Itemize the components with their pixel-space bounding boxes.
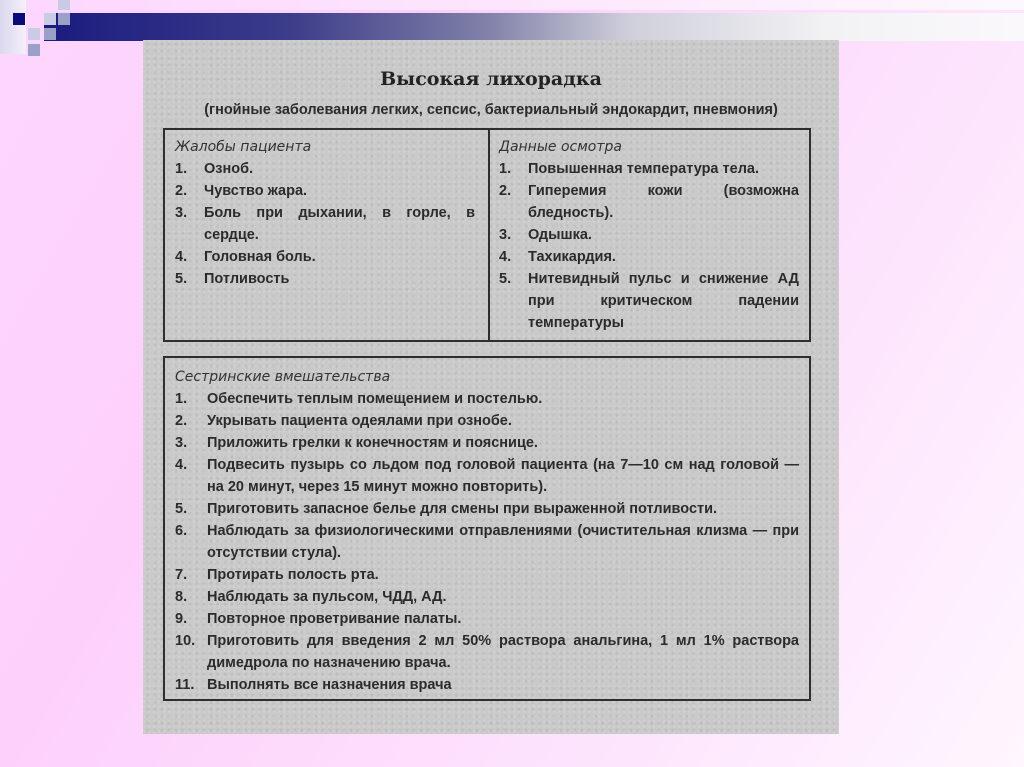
item-number: 7.: [175, 567, 188, 583]
item-number: 4.: [175, 249, 188, 265]
list-item: [175, 246, 475, 268]
column-divider: [488, 130, 490, 340]
item-number: 6.: [175, 523, 188, 539]
item-number: 5.: [499, 271, 512, 287]
decor-square: [28, 28, 40, 40]
list-item: [175, 586, 799, 608]
list-item: [175, 432, 799, 454]
item-number: 9.: [175, 611, 188, 627]
item-text: Приложить грелки к конечностям и пояснице.: [207, 435, 538, 451]
list-item: [175, 410, 799, 432]
interventions-list: [175, 388, 799, 696]
list-item: [499, 158, 799, 180]
item-number: 1.: [499, 161, 512, 177]
list-item: [175, 158, 475, 180]
item-text: Чувство жара.: [204, 183, 308, 199]
document-title: Высокая лихорадка: [380, 68, 602, 90]
item-text: Выполнять все назначения врача: [207, 677, 452, 693]
list-item: [175, 388, 799, 410]
item-text: Одышка.: [528, 227, 592, 243]
item-text: Повышенная температура тела.: [528, 161, 759, 177]
complaints-list: [175, 158, 475, 290]
decor-square: [44, 28, 56, 40]
item-text: Гиперемия кожи (возможна бледность).: [528, 183, 799, 221]
item-number: 10.: [175, 633, 196, 649]
item-text: Повторное проветривание палаты.: [207, 611, 462, 627]
item-number: 3.: [175, 435, 188, 451]
item-text: Протирать полость рта.: [207, 567, 379, 583]
examination-heading: Данные осмотра: [499, 139, 622, 155]
decor-square: [28, 44, 40, 56]
slide-title-bar: [44, 13, 1024, 41]
top-table: [163, 128, 811, 342]
decor-square: [0, 0, 26, 54]
item-number: 8.: [175, 589, 188, 605]
item-number: 2.: [175, 413, 188, 429]
item-number: 5.: [175, 271, 188, 287]
item-text: Приготовить запасное белье для смены при выраженной потливости.: [207, 501, 718, 517]
list-item: [175, 180, 475, 202]
complaints-column: [175, 136, 475, 290]
item-text: Нитевидный пульс и снижение АД при критическом падении температуры: [528, 271, 799, 331]
slide-top-band: [0, 0, 1024, 10]
item-text: Подвесить пузырь со льдом под головой пациента (на 7—10 см над головой — на 20 минут, через 15 минут можно повторить).: [207, 457, 799, 495]
interventions-column: [175, 366, 799, 696]
item-text: Приготовить для введения 2 мл 50% раствора анальгина, 1 мл 1% раствора димедрола по назначению врача.: [207, 633, 799, 671]
list-item: [499, 246, 799, 268]
list-item: [499, 180, 799, 224]
item-number: 1.: [175, 391, 188, 407]
item-number: 2.: [175, 183, 188, 199]
list-item: [499, 268, 799, 334]
list-item: [499, 224, 799, 246]
list-item: [175, 454, 799, 498]
interventions-table: [163, 356, 811, 701]
list-item: [175, 202, 475, 246]
item-text: Головная боль.: [204, 249, 316, 265]
item-number: 5.: [175, 501, 188, 517]
document-subtitle: (гнойные заболевания легких, сепсис, бактериальный эндокардит, пневмония): [204, 102, 778, 118]
item-number: 3.: [175, 205, 188, 221]
list-item: [175, 608, 799, 630]
interventions-heading: Сестринские вмешательства: [175, 369, 391, 385]
complaints-heading: Жалобы пациента: [175, 139, 312, 155]
decor-square: [58, 0, 70, 10]
item-text: Укрывать пациента одеялами при ознобе.: [207, 413, 512, 429]
list-item: [175, 498, 799, 520]
item-number: 2.: [499, 183, 512, 199]
list-item: [175, 520, 799, 564]
list-item: [175, 630, 799, 674]
scanned-page: [143, 40, 839, 734]
examination-column: [499, 136, 799, 334]
list-item: [175, 674, 799, 696]
decor-square: [58, 13, 70, 25]
item-number: 1.: [175, 161, 188, 177]
item-text: Наблюдать за физиологическими отправлениями (очистительная клизма — при отсутствии стула).: [207, 523, 799, 561]
item-number: 4.: [175, 457, 188, 473]
examination-list: [499, 158, 799, 334]
item-number: 4.: [499, 249, 512, 265]
decor-square: [44, 13, 56, 25]
item-text: Обеспечить теплым помещением и постелью.: [207, 391, 543, 407]
list-item: [175, 564, 799, 586]
item-text: Тахикардия.: [528, 249, 616, 265]
item-text: Боль при дыхании, в горле, в сердце.: [204, 205, 475, 243]
item-text: Потливость: [204, 271, 290, 287]
item-text: Озноб.: [204, 161, 254, 177]
decor-square: [13, 13, 25, 25]
item-number: 11.: [175, 677, 195, 693]
item-number: 3.: [499, 227, 512, 243]
list-item: [175, 268, 475, 290]
item-text: Наблюдать за пульсом, ЧДД, АД.: [207, 589, 447, 605]
